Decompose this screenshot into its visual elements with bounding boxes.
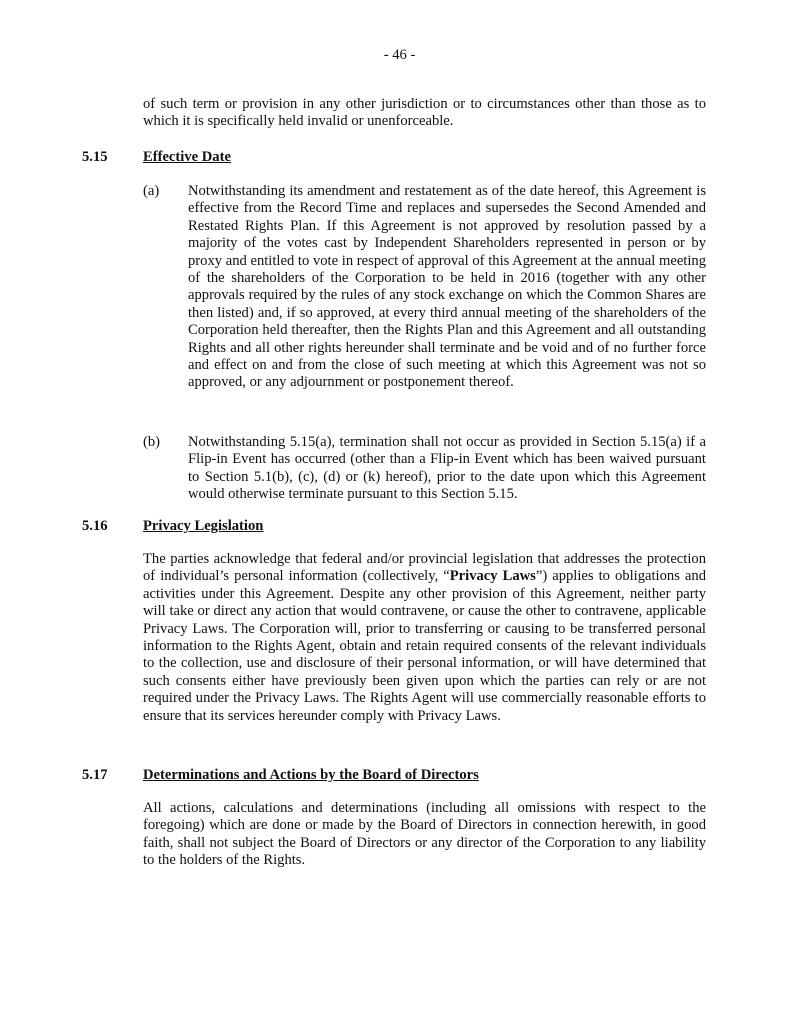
privacy-laws-defined-term: Privacy Laws bbox=[449, 568, 536, 585]
continuation-paragraph: of such term or provision in any other jurisdiction or to circumstances other than those as to which it is specifically held invalid or unenforceable. bbox=[143, 96, 706, 130]
privacy-text-before: The parties acknowledge that federal and/or provincial legislation that addresses the protection of individual’s personal information (collectively, “ bbox=[143, 551, 706, 585]
section-title: Privacy Legislation bbox=[143, 518, 264, 534]
privacy-text-after: ”) applies to obligations and activities under this Agreement. Despite any other provision of this Agreement, neither party will take or direct any action that would contravene, or cause the other to contravene, applicable Privacy Laws. The Corporation will, prior to transferring or causing to be transferred personal information to the Rights Agent, obtain and retain required consents of the relevant individuals to the collection, use and disclosure of their personal information, or will have determined that such consents either have previously been given upon which the parties can rely or are not required under the Privacy Laws. The Rights Agent will use commercially reasonable efforts to ensure that its services hereunder comply with Privacy Laws. bbox=[143, 568, 706, 724]
determinations-paragraph: All actions, calculations and determinations (including all omissions with respect to the foregoing) which are done or made by the Board of Directors in connection herewith, in good faith, shall not subject the Board of Directors or any director of the Corporation to any liability to the holders of the Rights. bbox=[143, 800, 706, 869]
item-label-b: (b) bbox=[143, 434, 161, 450]
section-number: 5.15 bbox=[82, 149, 108, 165]
section-number: 5.16 bbox=[82, 518, 108, 534]
section-number: 5.17 bbox=[82, 767, 108, 783]
page-number: - 46 - bbox=[383, 47, 416, 63]
section-title: Determinations and Actions by the Board of Directors bbox=[143, 767, 479, 783]
item-text-a: Notwithstanding its amendment and restatement as of the date hereof, this Agreement is effective from the Record Time and replaces and supersedes the Second Amended and Restated Rights Plan. If this Agreement is not approved by resolution passed by a majority of the votes cast by Independent Shareholders represented in person or by proxy and entitled to vote in respect of approval of this Agreement at the annual meeting of the shareholders of the Corporation to be held in 2016 (together with any other approvals required by the rules of any stock exchange on which the Common Shares are then listed) and, if so approved, at every third annual meeting of the shareholders of the Corporation held thereafter, then the Rights Plan and this Agreement and all outstanding Rights and all other rights hereunder shall terminate and be void and of no further force and effect on and from the close of such meeting at which this Agreement was not so approved, or any adjournment or postponement thereof. bbox=[188, 183, 706, 391]
item-text-b: Notwithstanding 5.15(a), termination shall not occur as provided in Section 5.15(a) if a Flip-in Event has occurred (other than a Flip-in Event which has been waived pursuant to Section 5.1(b), (c), (d) or (k) hereof), prior to the date upon which this Agreement would otherwise terminate pursuant to this Section 5.15. bbox=[188, 434, 706, 503]
privacy-paragraph bbox=[143, 551, 706, 725]
section-title: Effective Date bbox=[143, 149, 231, 165]
item-label-a: (a) bbox=[143, 183, 160, 199]
